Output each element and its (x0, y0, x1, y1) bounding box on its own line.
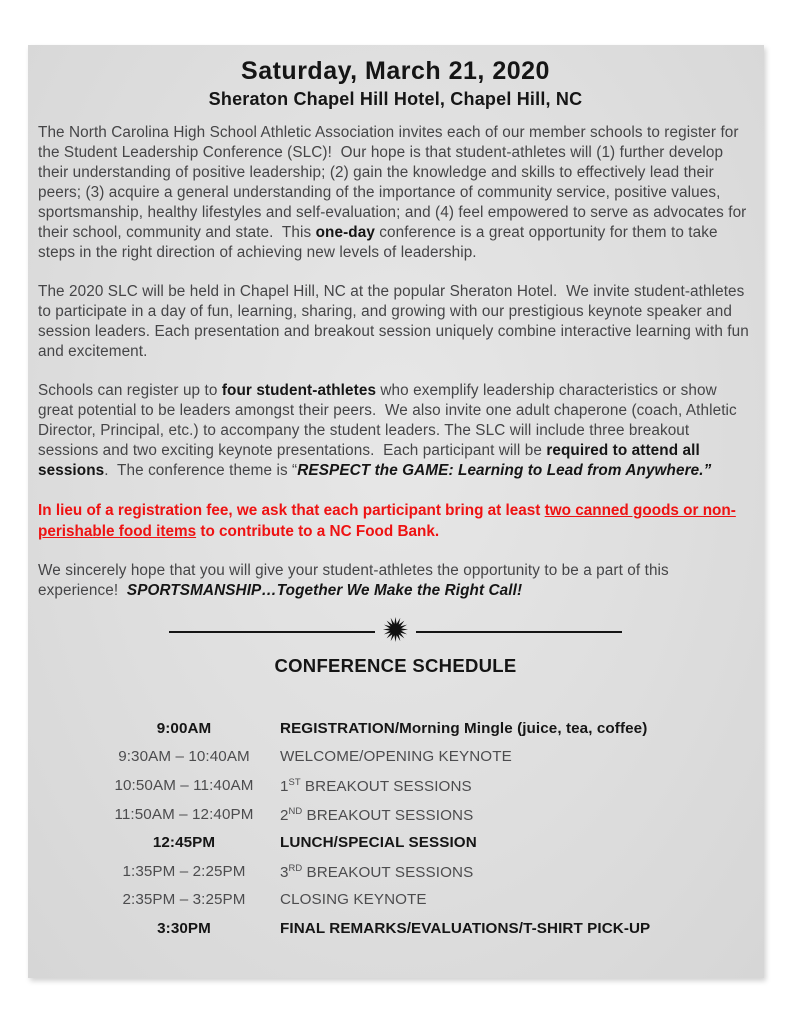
text-run: ST (288, 775, 301, 787)
text-run: BREAKOUT SESSIONS (300, 778, 472, 796)
schedule-row (38, 714, 753, 743)
schedule-description (280, 862, 473, 881)
schedule-row (38, 886, 753, 915)
text-run: required to attend all sessions (38, 442, 705, 479)
schedule-row (38, 771, 753, 800)
text-run: REGISTRATION/Morning Mingle (juice, tea, coffee) (280, 719, 648, 737)
text-run: BREAKOUT SESSIONS (302, 806, 474, 824)
registration-paragraph (38, 381, 753, 481)
schedule-time: 9:00AM (156, 719, 212, 737)
schedule-description (280, 920, 650, 937)
schedule (38, 714, 753, 943)
text-run: LUNCH/SPECIAL SESSION (280, 834, 477, 852)
text-run: In lieu of a registration fee, we ask that each participant bring at least (38, 502, 545, 519)
section-divider (38, 616, 753, 648)
text-run: who exemplify leadership characteristics or show great potential to be leaders amongst their peers. We also invite one adult chaperone (coach, Athletic Director, Principal, etc.) to accompany the student leaders. The SLC will include three breakout sessions and two exciting keynote presentations. Each participant will be (38, 382, 742, 459)
text-run: . The conference theme is “ (104, 462, 298, 479)
schedule-row (38, 828, 753, 857)
event-date-title: Saturday, March 21, 2020 (241, 57, 550, 85)
closing-paragraph (38, 561, 753, 601)
flyer-sheet (28, 45, 764, 978)
text-run: RESPECT the GAME: Learning to Lead from Anywhere.” (297, 462, 712, 479)
text-run: one-day (315, 224, 375, 241)
schedule-time: 3:30PM (157, 919, 211, 937)
schedule-description (280, 834, 477, 851)
text-run: WELCOME/OPENING KEYNOTE (280, 748, 512, 766)
text-run: We sincerely hope that you will give your student-athletes the opportunity to be a part of this experience! (38, 562, 674, 599)
text-run: ND (288, 804, 303, 816)
food-drive-paragraph (38, 500, 753, 542)
schedule-time: 11:50AM – 12:40PM (114, 805, 254, 823)
text-run: CLOSING KEYNOTE (280, 891, 427, 909)
text-run: SPORTSMANSHIP…Together We Make the Right Call! (126, 582, 523, 599)
schedule-time: 2:35PM – 3:25PM (122, 891, 246, 909)
text-run: RD (288, 861, 303, 873)
divider-line-left (169, 631, 375, 634)
divider-line-right (416, 631, 622, 634)
schedule-heading: CONFERENCE SCHEDULE (274, 655, 517, 676)
text-run: four student-athletes (221, 382, 377, 399)
intro-paragraph (38, 123, 753, 263)
schedule-row (38, 857, 753, 886)
schedule-time: 10:50AM – 11:40AM (114, 776, 254, 794)
text-run: 2 (280, 806, 289, 824)
schedule-description (280, 891, 427, 908)
venue-subtitle: Sheraton Chapel Hill Hotel, Chapel Hill, NC (208, 89, 583, 109)
venue-paragraph (38, 282, 753, 362)
text-run: BREAKOUT SESSIONS (302, 863, 474, 881)
schedule-description (280, 748, 512, 765)
schedule-row (38, 800, 753, 829)
text-run: two canned goods or non-perishable food items (38, 502, 736, 540)
schedule-time: 9:30AM – 10:40AM (118, 748, 250, 766)
text-run: 1 (280, 778, 289, 796)
starburst-icon (382, 616, 409, 648)
schedule-time: 12:45PM (152, 834, 216, 852)
schedule-row (38, 743, 753, 772)
schedule-description (280, 720, 647, 737)
text-run: The 2020 SLC will be held in Chapel Hill, NC at the popular Sheraton Hotel. We invite student-athletes to participate in a day of fun, learning, sharing, and growing with our prestigious keynote speaker and session leaders. Each presentation and breakout session uniquely combine interactive learning with fun and excitement. (38, 283, 754, 360)
text-run: FINAL REMARKS/EVALUATIONS/T-SHIRT PICK-UP (280, 919, 651, 937)
text-run: Schools can register up to (38, 382, 222, 399)
text-run: to contribute to a NC Food Bank. (196, 523, 440, 540)
schedule-description (280, 805, 473, 824)
text-run: 3 (280, 863, 289, 881)
text-run: The North Carolina High School Athletic Association invites each of our member schools to register for the Student Leadership Conference (SLC)! Our hope is that student-athletes will (1) further develop their understanding of positive leadership; (2) gain the knowledge and skills to effectively lead their peers; (3) acquire a general understanding of the importance of community service, positive values, sportsmanship, healthy lifestyles and self-evaluation; and (4) feel empowered to serve as advocates for their school, community and state. This (38, 124, 751, 241)
text-run: conference is a great opportunity for them to take steps in the right direction of achieving new levels of leadership. (38, 224, 722, 261)
schedule-row (38, 914, 753, 943)
schedule-description (280, 776, 472, 795)
schedule-time: 1:35PM – 2:25PM (122, 862, 246, 880)
